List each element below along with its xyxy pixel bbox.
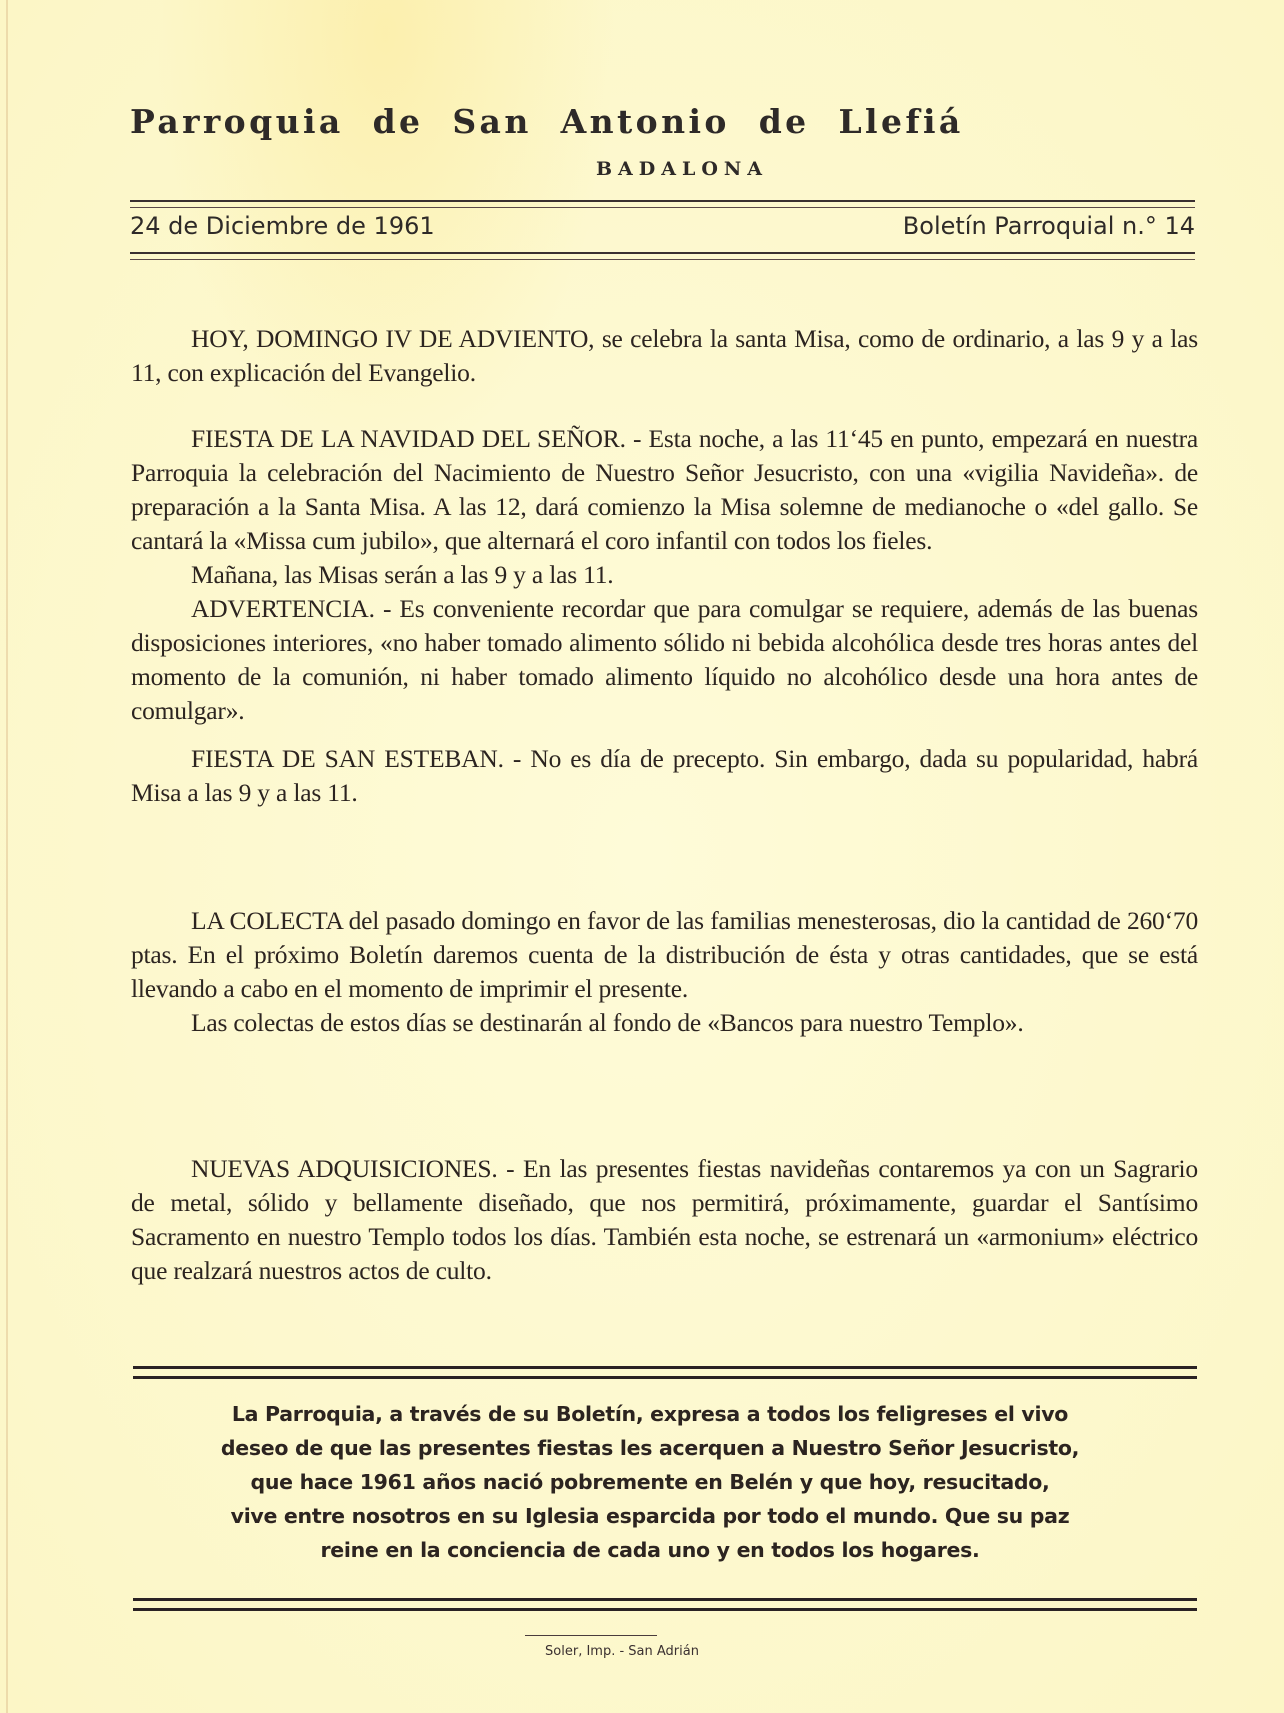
- article-heading: LA COLECTA: [191, 906, 343, 935]
- article-text: Las colectas de estos días se destinarán al fondo de «Bancos para nuestro Templo».: [191, 1008, 1024, 1037]
- header-rule-top: [130, 200, 1195, 208]
- article-acquisitions: [131, 1152, 1198, 1288]
- warning-text: - Es conveniente recordar que para comulgar se requiere, además de las buenas disposiciones interiores, «no haber tomado alimento sólido ni bebida alcohólica desde tres horas antes del momento de la comunión, ni haber tomado alimento líquido no alcohólico desde una hora antes de comulgar».: [131, 594, 1198, 725]
- closing-line: reine en la conciencia de cada uno y en todos los hogares.: [320, 1538, 980, 1562]
- article-text: - Esta noche, a las 11‘45 en punto, empezará en nuestra Parroquia la celebración del Nacimiento de Nuestro Señor Jesucristo, con una «vigilia Navideña». de preparación a la Santa Misa. A las 12, dará comienzo la Misa solemne de medianoche o «del gallo. Se cantará la «Missa cum jubilo», que alternará el coro infantil con todos los fieles.: [131, 424, 1198, 555]
- parish-title: Parroquia de San Antonio de Llefiá: [130, 102, 964, 141]
- article-heading: HOY, DOMINGO IV DE ADVIENTO,: [191, 324, 595, 353]
- article-heading: FIESTA DE LA NAVIDAD DEL SEÑOR.: [191, 424, 626, 453]
- closing-rule-bottom: [133, 1598, 1197, 1611]
- article-text: se celebra la santa Misa, como de ordinario, a las 9 y a las 11, con explicación del Evangelio.: [131, 324, 1198, 387]
- closing-message: [200, 1397, 1100, 1567]
- city-subtitle: BADALONA: [595, 158, 769, 180]
- header-rule-bottom: [130, 252, 1195, 260]
- article-text: del pasado domingo en favor de las familias menesterosas, dio la cantidad de 260‘70 ptas. En el próximo Boletín daremos cuenta de la distribución de ésta y otras cantidades, que se está llevando a cabo en el momento de imprimir el presente.: [131, 906, 1198, 1003]
- article-collection: [131, 904, 1198, 1040]
- closing-line: deseo de que las presentes fiestas les acerquen a Nuestro Señor Jesucristo,: [220, 1436, 1080, 1460]
- header-meta-row: [130, 212, 1195, 240]
- article-san-esteban: [131, 742, 1198, 810]
- bulletin-number: Boletín Parroquial n.° 14: [902, 212, 1195, 240]
- article-text: Mañana, las Misas serán a las 9 y a las 11.: [191, 560, 614, 589]
- closing-line: vive entre nosotros en su Iglesia esparcida por todo el mundo. Que su paz: [230, 1504, 1070, 1528]
- closing-line: La Parroquia, a través de su Boletín, expresa a todos los feligreses el vivo: [231, 1402, 1069, 1426]
- closing-line: que hace 1961 años nació pobremente en Belén y que hoy, resucitado,: [250, 1470, 1050, 1494]
- article-advent-sunday: [131, 322, 1198, 390]
- article-heading: FIESTA DE SAN ESTEBAN.: [191, 744, 504, 773]
- article-christmas: [131, 422, 1198, 728]
- printer-rule: [525, 1635, 657, 1636]
- article-heading: NUEVAS ADQUISICIONES.: [191, 1154, 498, 1183]
- article-text: - No es día de precepto. Sin embargo, dada su popularidad, habrá Misa a las 9 y a las 11.: [131, 744, 1198, 807]
- paper-edge: [6, 0, 8, 1713]
- article-text: - En las presentes fiestas navideñas contaremos ya con un Sagrario de metal, sólido y bellamente diseñado, que nos permitirá, próximamente, guardar el Santísimo Sacramento en nuestro Templo todos los días. También esta noche, se estrenará un «armonium» eléctrico que realzará nuestros actos de culto.: [131, 1154, 1198, 1285]
- warning-heading: ADVERTENCIA.: [191, 594, 375, 623]
- closing-rule-top: [133, 1366, 1197, 1379]
- issue-date: 24 de Diciembre de 1961: [130, 212, 435, 240]
- printer-credit: Soler, Imp. - San Adrián: [545, 1644, 699, 1659]
